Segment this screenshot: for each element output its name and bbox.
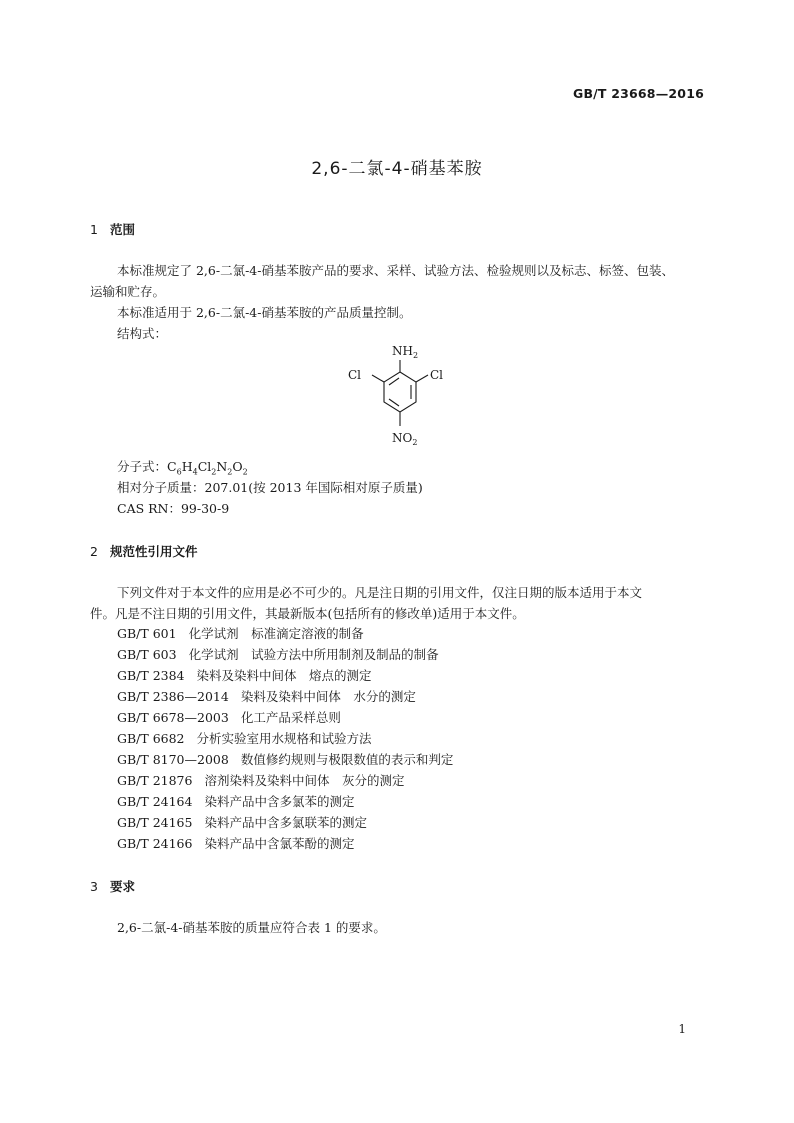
reference-item — [117, 708, 341, 726]
section-title: 范围 — [110, 222, 136, 237]
section-number: 1 — [90, 222, 98, 237]
standard-number: GB/T 23668—2016 — [572, 86, 704, 101]
molecular-mass: 相对分子质量：207.01(按 2013 年国际相对原子质量) — [117, 480, 423, 495]
reference-title: 化学试剂 试验方法中所用制剂及制品的制备 — [188, 647, 439, 662]
reference-title: 染料及染料中间体 熔点的测定 — [196, 668, 372, 683]
reference-title: 化学试剂 标准滴定溶液的制备 — [188, 626, 364, 641]
reference-title: 溶剂染料及染料中间体 灰分的测定 — [204, 773, 405, 788]
reference-title: 染料产品中含氯苯酚的测定 — [204, 836, 355, 851]
page-number: 1 — [678, 1022, 686, 1036]
reference-item — [117, 834, 354, 852]
reference-title: 染料及染料中间体 水分的测定 — [240, 689, 416, 704]
chloro-bond — [372, 375, 384, 382]
reference-item — [117, 771, 404, 789]
reference-title: 化工产品采样总则 — [240, 710, 341, 725]
reference-item — [117, 666, 372, 684]
ring-double-bond — [389, 378, 399, 385]
document-title: 2,6-二氯-4-硝基苯胺 — [311, 159, 483, 179]
reference-title: 分析实验室用水规格和试验方法 — [196, 731, 372, 746]
reference-code: GB/T 6682 — [117, 731, 185, 746]
right-chloro-label: Cl — [430, 368, 444, 382]
amino-group-label: $NH_2$ — [392, 344, 419, 360]
section-number: 2 — [90, 544, 98, 559]
references-intro-line: 下列文件对于本文件的应用是必不可少的。凡是注日期的引用文件，仅注日期的版本适用于本文 — [117, 585, 643, 600]
reference-title: 染料产品中含多氯联苯的测定 — [204, 815, 367, 830]
reference-code: GB/T 8170—2008 — [117, 752, 229, 767]
ring-double-bond — [389, 399, 399, 406]
reference-code: GB/T 24165 — [117, 815, 193, 830]
reference-code: GB/T 24166 — [117, 836, 193, 851]
reference-item — [117, 687, 416, 705]
scope-paragraph-line: 运输和贮存。 — [90, 284, 166, 299]
structural-formula — [330, 338, 480, 456]
reference-item — [117, 729, 372, 747]
section-heading-scope — [90, 220, 135, 238]
section-heading-normative-references — [90, 542, 198, 560]
section-title: 要求 — [110, 879, 136, 894]
section-number: 3 — [90, 879, 98, 894]
reference-item — [117, 792, 354, 810]
reference-code: GB/T 603 — [117, 647, 177, 662]
chloro-bond — [416, 375, 428, 382]
reference-item — [117, 750, 453, 768]
requirements-text: 2,6-二氯-4-硝基苯胺的质量应符合表 1 的要求。 — [117, 920, 386, 935]
cas-registry-number: CAS RN：99-30-9 — [117, 501, 230, 516]
reference-code: GB/T 24164 — [117, 794, 193, 809]
reference-code: GB/T 2386—2014 — [117, 689, 229, 704]
reference-code: GB/T 601 — [117, 626, 177, 641]
reference-code: GB/T 21876 — [117, 773, 193, 788]
section-title: 规范性引用文件 — [110, 544, 198, 559]
section-heading-requirements — [90, 877, 135, 895]
nitro-group-label: $NO_2$ — [392, 431, 418, 447]
reference-title: 染料产品中含多氯苯的测定 — [204, 794, 355, 809]
reference-code: GB/T 2384 — [117, 668, 185, 683]
scope-paragraph-line: 本标准规定了 2,6-二氯-4-硝基苯胺产品的要求、采样、试验方法、检验规则以及标志、标签、包装、 — [117, 263, 674, 278]
reference-item — [117, 645, 439, 663]
reference-title: 数值修约规则与极限数值的表示和判定 — [240, 752, 454, 767]
left-chloro-label: Cl — [348, 368, 362, 382]
references-intro-line: 件。凡是不注日期的引用文件，其最新版本(包括所有的修改单)适用于本文件。 — [90, 606, 525, 621]
scope-applicability: 本标准适用于 2,6-二氯-4-硝基苯胺的产品质量控制。 — [117, 305, 412, 320]
reference-code: GB/T 6678—2003 — [117, 710, 229, 725]
structure-label: 结构式： — [117, 326, 168, 341]
reference-item — [117, 624, 364, 642]
reference-item — [117, 813, 367, 831]
molecular-formula: 分子式：$C_6H_4Cl_2N_2O_2$ — [117, 459, 248, 477]
